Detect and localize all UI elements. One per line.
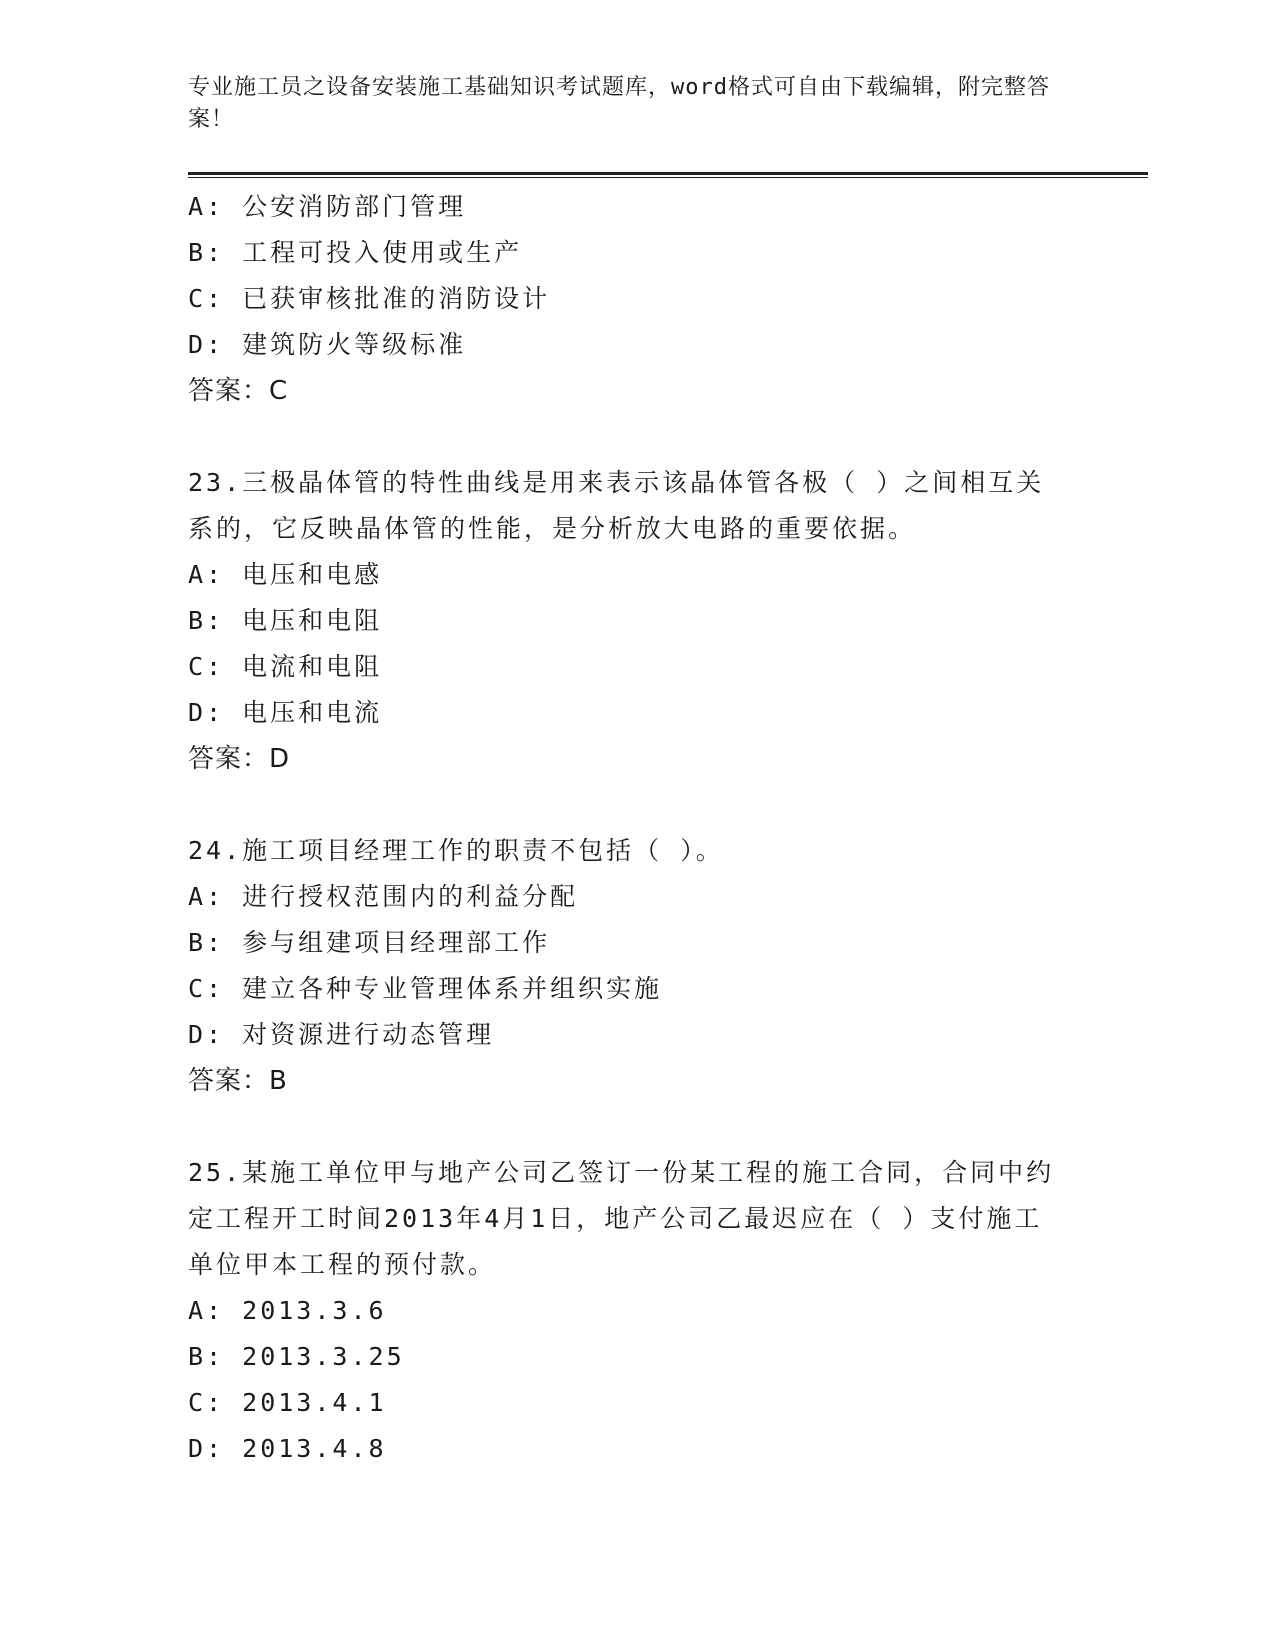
option-a: A: 进行授权范围内的利益分配 [188,882,579,911]
option-c: C: 建立各种专业管理体系并组织实施 [188,974,663,1003]
question-24 [188,828,1148,1104]
question-stem: 25.某施工单位甲与地产公司乙签订一份某工程的施工合同，合同中约定工程开工时间2013年4月1日，地产公司乙最迟应在（ ）支付施工单位甲本工程的预付款。 [188,1158,1055,1279]
answer-line: 答案：C [188,376,289,406]
option-a: A: 电压和电感 [188,560,383,589]
option-b: B: 工程可投入使用或生产 [188,238,523,267]
document-page [188,72,1148,1472]
question-23 [188,460,1148,782]
answer-line: 答案：D [188,744,291,774]
option-d: D: 电压和电流 [188,698,383,727]
option-c: C: 电流和电阻 [188,652,383,681]
option-b: B: 参与组建项目经理部工作 [188,928,551,957]
option-d: D: 对资源进行动态管理 [188,1020,495,1049]
answer-line: 答案：B [188,1066,288,1096]
option-b: B: 2013.3.25 [188,1342,405,1371]
document-header: 专业施工员之设备安装施工基础知识考试题库，word格式可自由下载编辑，附完整答案！ [188,75,1050,132]
question-stem: 24.施工项目经理工作的职责不包括（ ）。 [188,836,724,865]
option-d: D: 2013.4.8 [188,1434,387,1463]
option-d: D: 建筑防火等级标准 [188,330,467,359]
option-c: C: 2013.4.1 [188,1388,387,1417]
option-b: B: 电压和电阻 [188,606,383,635]
question-22-tail [188,184,1148,414]
option-a: A: 2013.3.6 [188,1296,387,1325]
question-25 [188,1150,1148,1472]
header-divider [188,172,1148,178]
option-c: C: 已获审核批准的消防设计 [188,284,551,313]
option-a: A: 公安消防部门管理 [188,192,467,221]
question-stem: 23.三极晶体管的特性曲线是用来表示该晶体管各极（ ）之间相互关系的，它反映晶体管的性能，是分析放大电路的重要依据。 [188,468,1045,543]
